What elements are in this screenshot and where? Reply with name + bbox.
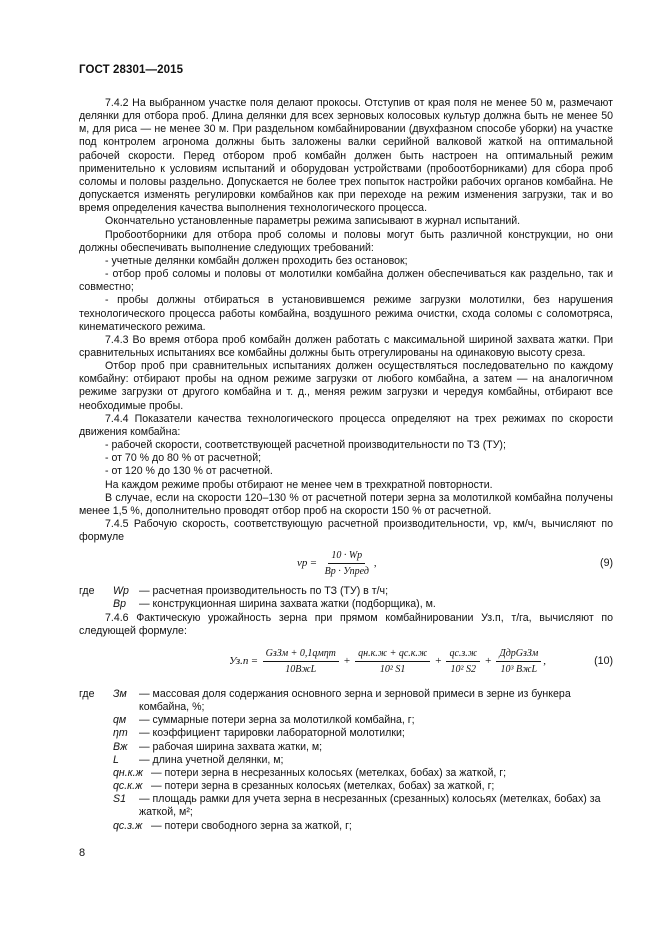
equals-sign: =: [310, 556, 317, 569]
list-item: - отбор проб соломы и половы от молотилки комбайна должен обеспечиваться как раздельно, так и совместно;: [79, 268, 613, 294]
paragraph: 7.4.6 Фактическую урожайность зерна при прямом комбайнировании Уз.п, т/га, вычисляют по следующей формуле:: [79, 611, 613, 637]
definition-text: — массовая доля содержания основного зерна и зерновой примеси в зерне из бункера комбайна, %;: [139, 687, 571, 714]
formula-9: [79, 545, 613, 581]
fraction-numerator: 10 · Wр: [328, 549, 365, 564]
fraction-denominator: 10² S2: [450, 664, 477, 676]
definition-symbol: L: [113, 753, 119, 766]
definition-symbol: qн.к.ж: [113, 766, 143, 779]
fraction-denominator: 10³ BжL: [500, 664, 538, 676]
definition-text: — площадь рамки для учета зерна в несрезанных (срезанных) колосьях (метелках, бобах) за жаткой, м²;: [139, 793, 601, 819]
formula-10-term-3: [446, 647, 480, 676]
fraction-numerator: ДдрGзЗм: [496, 647, 541, 662]
definition-symbol: Bж: [113, 740, 128, 753]
definition-symbol: Wр: [113, 585, 129, 598]
formula-9-number: (9): [600, 556, 613, 569]
definition-row: [79, 767, 613, 780]
definition-text: — коэффициент тарировки лабораторной молотилки;: [139, 727, 405, 740]
page-number: 8: [79, 847, 86, 859]
fraction-numerator: qн.к.ж + qс.к.ж: [355, 647, 430, 662]
paragraph: 7.4.5 Рабочую скорость, соответствующую расчетной производительности, vр, км/ч, вычисляют по формуле: [79, 518, 613, 544]
plus-sign: +: [435, 655, 442, 668]
definition-symbol: S1: [113, 793, 126, 806]
definition-text: — расчетная производительность по ТЗ (ТУ) в т/ч;: [139, 585, 389, 598]
list-item: - от 120 % до 130 % от расчетной.: [105, 465, 273, 478]
paragraph: На каждом режиме пробы отбирают не менее чем в трехкратной повторности.: [105, 478, 493, 491]
definition-lead: где: [79, 585, 95, 598]
formula-9-fraction: [322, 549, 372, 578]
formula-9-definitions: [79, 585, 613, 611]
definition-text: — суммарные потери зерна за молотилкой комбайна, г;: [139, 714, 415, 727]
fraction-denominator: 10BжL: [285, 664, 317, 676]
definition-symbol: ηт: [113, 727, 128, 740]
plus-sign: +: [485, 655, 492, 668]
definition-text: — рабочая ширина захвата жатки, м;: [139, 740, 323, 753]
formula-10-comma: ,: [543, 655, 546, 668]
definition-symbol: Bр: [113, 598, 126, 611]
definition-row: [79, 727, 613, 740]
list-item: - пробы должны отбираться в установившемся режиме загрузки молотилки, без нарушения технологического процесса работы комбайна, воздушного режима очистки, схода соломы с соломотряса, кинематического режима.: [79, 294, 613, 333]
formula-10: [79, 642, 613, 682]
paragraph: В случае, если на скорости 120–130 % от расчетной потери зерна за молотилкой комбайна получены менее 1,5 %, дополнительно проводят отбор проб на скорости 150 % от расчетной.: [79, 491, 613, 517]
formula-10-expression: [229, 642, 546, 682]
fraction-denominator: Bр · Упред: [324, 565, 369, 577]
definition-row: [79, 585, 613, 598]
fraction-numerator: GзЗм + 0,1qмηт: [263, 647, 339, 662]
definition-row: [79, 741, 613, 754]
paragraph: Отбор проб при сравнительных испытаниях должен осуществляться последовательно по каждому комбайну: отбирают пробы на одном режиме загрузки от любого комбайна, а затем — на аналогичном режиме загрузки от другого комбайна и т. д., меняя режим загрузки и чередуя комбайны, отбирают все необходимые пробы.: [79, 360, 613, 412]
definition-row: [79, 598, 613, 611]
fraction-numerator: qс.з.ж: [446, 647, 480, 662]
list-item: - от 70 % до 80 % от расчетной;: [105, 452, 262, 465]
definition-text: — потери зерна в несрезанных колосьях (метелках, бобах) за жаткой, г;: [151, 766, 507, 779]
paragraph: Пробоотборники для отбора проб соломы и половы могут быть различной конструкции, но они должны обеспечивать выполнение следующих требований:: [79, 228, 613, 254]
definition-text: — потери свободного зерна за жаткой, г;: [151, 819, 352, 832]
formula-9-expression: [297, 545, 377, 581]
formula-9-comma: ,: [373, 556, 377, 569]
formula-10-lhs: Уз.п: [229, 655, 249, 668]
definition-symbol: qс.к.ж: [113, 780, 143, 793]
equals-sign: =: [251, 655, 258, 668]
fraction-denominator: 10² S1: [379, 664, 406, 676]
paragraph: 7.4.2 На выбранном участке поля делают прокосы. Отступив от края поля не менее 50 м, размечают делянки для отбора проб. Длина делянки для всех зерновых колосовых культур должна быть не менее 50 м, для риса — не менее 30 м. При раздельном комбайнировании (двухфазном способе уборки) на участке под контролем агронома должны быть заложены валки серийной валковой жаткой на оптимальной рабочей скорости. Перед отбором проб комбайн должен быть настроен на оптимальный режим применительно к условиям испытаний и оборудован устройствами (пробоотборниками) для сбора проб соломы и половы раздельно. Допускается не более трех попыток настройки рабочих органов комбайна. Не допускается изменять регулировки комбайнов как при переходе на режим изменения загрузки, так и во время определения качества выполнения технологического процесса.: [79, 97, 613, 215]
definition-symbol: qс.з.ж: [113, 819, 143, 832]
paragraph: 7.4.4 Показатели качества технологического процесса определяют на трех режимах по скорости движения комбайна:: [79, 412, 613, 438]
formula-10-number: (10): [594, 655, 613, 668]
formula-10-term-4: [496, 647, 541, 676]
definition-row: [79, 754, 613, 767]
definition-text: — конструкционная ширина захвата жатки (подборщика), м.: [139, 598, 436, 611]
definition-text: — потери зерна в срезанных колосьях (метелках, бобах) за жаткой, г;: [151, 780, 495, 793]
document-header: ГОСТ 28301—2015: [79, 64, 184, 76]
definition-row: [79, 688, 613, 714]
paragraph: 7.4.3 Во время отбора проб комбайн должен работать с максимальной шириной захвата жатки. При сравнительных испытаниях все комбайны должны быть отрегулированы на одинаковую высоту среза.: [79, 333, 613, 359]
list-item: - рабочей скорости, соответствующей расчетной производительности по ТЗ (ТУ);: [105, 439, 506, 452]
plus-sign: +: [343, 655, 351, 668]
formula-10-term-2: [355, 647, 430, 676]
formula-10-term-1: [263, 647, 339, 676]
definition-text: — длина учетной делянки, м;: [139, 753, 284, 766]
definition-row: [79, 780, 613, 793]
list-item: - учетные делянки комбайн должен проходить без остановок;: [105, 254, 408, 267]
page-body: [79, 97, 613, 833]
formula-10-definitions: [79, 688, 613, 833]
definition-row: [79, 793, 613, 819]
formula-9-lhs: vр: [297, 556, 308, 569]
definition-symbol: Зм: [113, 687, 127, 700]
definition-row: [79, 820, 613, 833]
definition-lead: где: [79, 687, 95, 700]
definition-symbol: qм: [113, 714, 127, 727]
paragraph: Окончательно установленные параметры режима записывают в журнал испытаний.: [105, 215, 521, 228]
definition-row: [79, 714, 613, 727]
